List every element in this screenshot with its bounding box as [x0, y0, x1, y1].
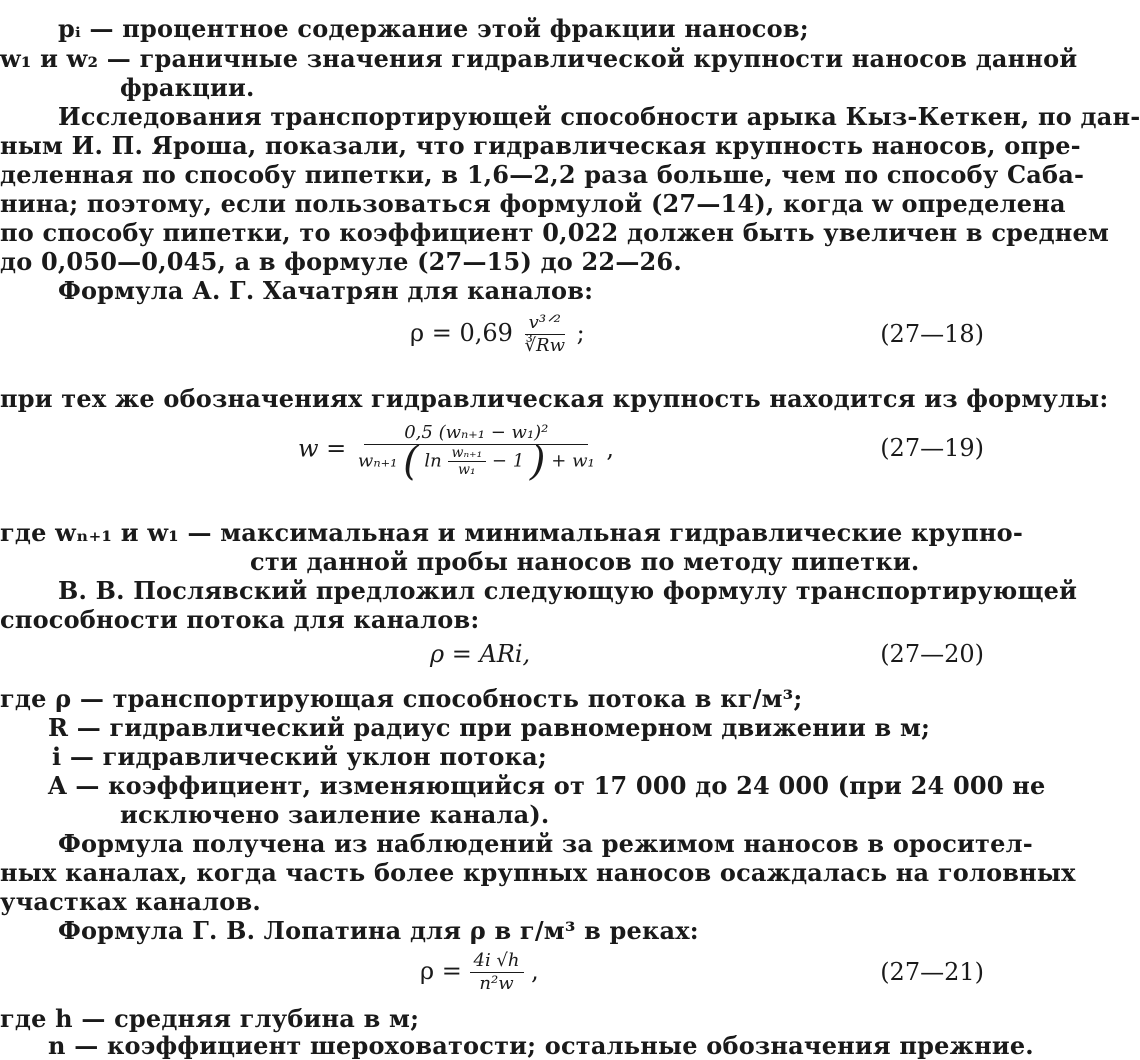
text-line: по способу пипетки, то коэффициент 0,022 должен быть увеличен в среднем [0, 218, 1110, 247]
formula-fraction [354, 422, 599, 485]
text-line: A — коэффициент, изменяющийся от 17 000 до 24 000 (при 24 000 не [48, 771, 1046, 800]
text-line: w₁ и w₂ — граничные значения гидравлической крупности наносов данной [0, 44, 1078, 73]
paragraph-first-line: В. В. Послявский предложил следующую формулу транспортирующей [58, 576, 1078, 605]
formula-tail: , [606, 434, 614, 463]
formula-text: ρ = ARi, [430, 640, 531, 668]
text-line: участках каналов. [0, 887, 261, 916]
text-line: где ρ — транспортирующая способность потока в кг/м³; [0, 684, 803, 713]
text-line: ных каналах, когда часть более крупных наносов осаждалась на головных [0, 858, 1076, 887]
paragraph-first-line: Исследования транспортирующей способности арыка Кыз-Кеткен, по дан- [58, 102, 1140, 131]
text-line: ным И. П. Яроша, показали, что гидравлическая крупность наносов, опре- [0, 131, 1081, 160]
formula-27-18 [0, 312, 990, 356]
formula-lhs: ρ = [420, 957, 462, 985]
text-line: pᵢ — процентное содержание этой фракции наносов; [58, 14, 809, 43]
text-line: i — гидравлический уклон потока; [52, 742, 547, 771]
text-line: R — гидравлический радиус при равномерном движении в м; [48, 713, 931, 742]
formula-denominator: ∛Rw [524, 335, 565, 356]
text-line: деленная по способу пипетки, в 1,6—2,2 раза больше, чем по способу Саба- [0, 160, 1085, 189]
equation-number: (27—20) [880, 640, 984, 668]
text-line: при тех же обозначениях гидравлическая крупность находится из формулы: [0, 384, 1109, 413]
formula-denominator: wₙ₊₁ ( ln $\frac{\text{wₙ₊₁}}{\text{w₁}}$ − 1 ) + w₁ [357, 438, 595, 485]
formula-27-19 [0, 420, 990, 490]
paragraph-first-line: Формула Г. В. Лопатина для ρ в г/м³ в реках: [58, 916, 699, 945]
text-line: где wₙ₊₁ и w₁ — максимальная и минимальная гидравлические крупно- [0, 518, 1023, 547]
paragraph-first-line: Формула А. Г. Хачатрян для каналов: [58, 276, 594, 305]
formula-27-20 [0, 640, 990, 680]
formula-tail: ; [576, 319, 585, 347]
paragraph-first-line: Формула получена из наблюдений за режимом наносов в оросител- [58, 829, 1033, 858]
formula-27-21 [0, 950, 990, 994]
equation-number: (27—21) [880, 958, 984, 986]
inner-denominator: w₁ [458, 462, 476, 478]
formula-tail: , [531, 957, 539, 985]
formula-numerator: v³ᐟ² [525, 312, 565, 335]
inner-fraction [448, 445, 487, 478]
equation-number: (27—18) [880, 320, 984, 348]
formula-lhs: ρ = 0,69 [410, 319, 513, 347]
denominator-plus-term: + w₁ [551, 450, 595, 472]
inner-numerator: wₙ₊₁ [448, 445, 487, 462]
text-line: нина; поэтому, если пользоваться формулой (27—14), когда w определена [0, 189, 1066, 218]
formula-fraction [521, 312, 569, 357]
text-line: до 0,050—0,045, а в формуле (27—15) до 22—26. [0, 247, 682, 276]
text-line: исключено заиление канала). [120, 800, 550, 829]
formula-denominator: n²w [479, 973, 514, 994]
equation-number: (27—19) [880, 434, 984, 462]
formula-numerator: 0,5 (wₙ₊₁ − w₁)² [364, 422, 588, 445]
formula-numerator: 4i √h [470, 950, 524, 973]
formula-fraction [470, 950, 524, 995]
text-line: n — коэффициент шероховатости; остальные обозначения прежние. [48, 1031, 1034, 1060]
text-line: где h — средняя глубина в м; [0, 1004, 420, 1033]
text-line: способности потока для каналов: [0, 605, 480, 634]
text-line: сти данной пробы наносов по методу пипетки. [250, 547, 920, 576]
denominator-minus-one: − 1 [491, 450, 525, 472]
formula-lhs: w = [298, 434, 347, 463]
denominator-term: wₙ₊₁ [357, 450, 398, 472]
text-line: фракции. [120, 73, 255, 102]
denominator-ln: ln [424, 450, 442, 472]
